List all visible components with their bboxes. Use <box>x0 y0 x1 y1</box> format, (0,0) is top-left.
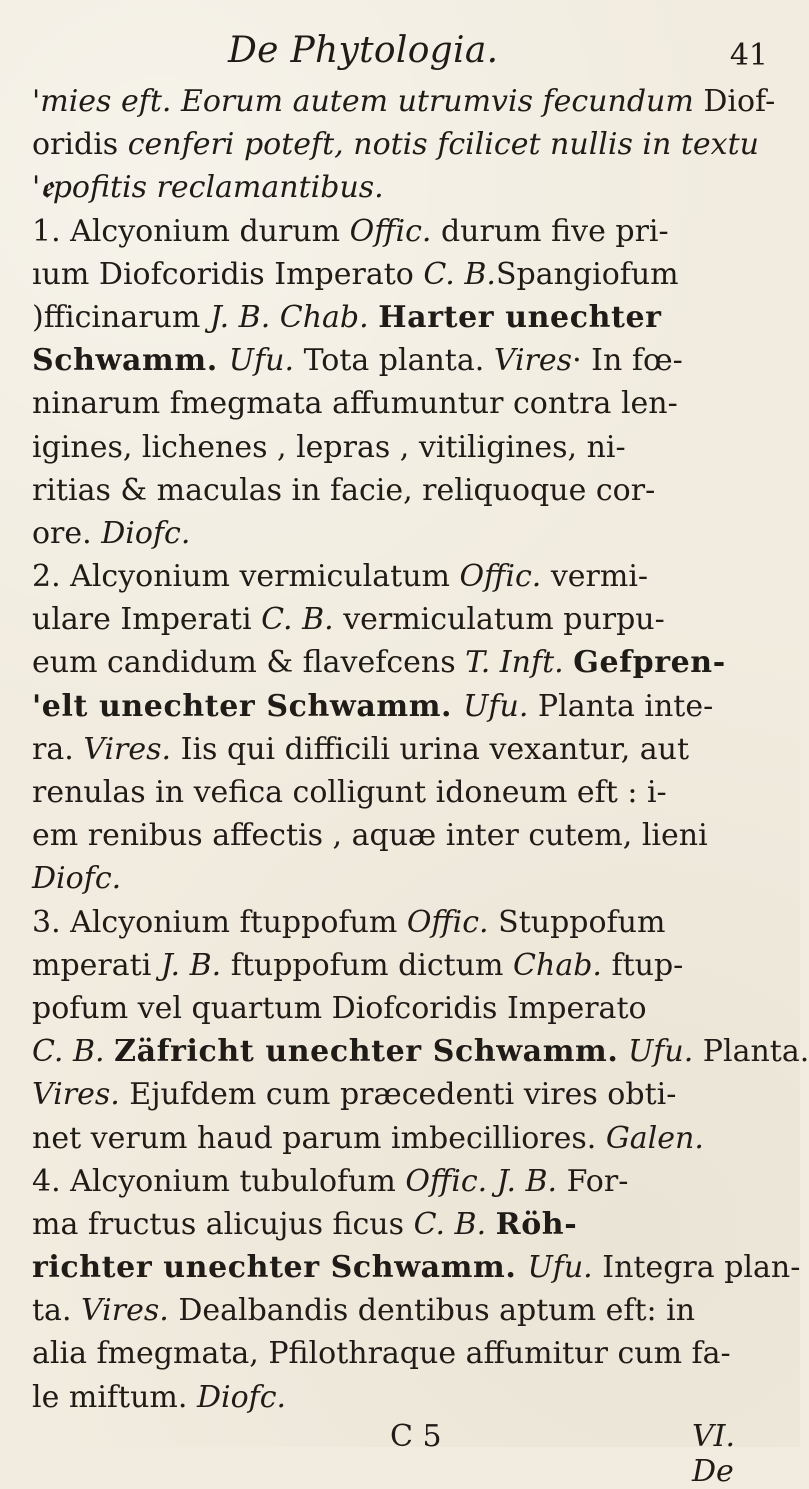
text-line <box>32 210 786 253</box>
text-line <box>32 814 786 857</box>
roman-text <box>105 1034 115 1069</box>
roman-text: For- <box>557 1163 629 1199</box>
italic-text: Ufu. <box>463 688 529 724</box>
italic-text: Offic. J. B. <box>405 1163 558 1199</box>
roman-text: alia fmegmata, Pfilothraque affumitur cum fa- <box>32 1336 731 1372</box>
italic-text: Vires. <box>83 731 172 767</box>
roman-text: Stuppofum <box>488 904 666 940</box>
roman-text: ritias & maculas in facie, reliquoque cor- <box>32 472 656 508</box>
roman-text: ftup- <box>601 947 684 983</box>
text-line <box>32 1073 786 1116</box>
italic-text: C. B. <box>32 1034 105 1070</box>
german-blackletter-text: Harter unechter <box>378 299 662 335</box>
page-header <box>32 30 786 76</box>
italic-text: Diofc. <box>101 515 191 551</box>
running-title: De Phytologia. <box>228 30 499 71</box>
text-line <box>32 339 786 382</box>
italic-text: Vires. <box>81 1293 169 1329</box>
roman-text: 3. Alcyonium ftuppofum <box>32 904 407 940</box>
text-line <box>32 469 786 512</box>
italic-text: cenferi poteft, notis fcilicet nullis in textu <box>127 127 759 163</box>
roman-text: )fficinarum <box>32 299 210 335</box>
roman-text: mperati <box>32 947 161 983</box>
roman-text: eum candidum & flavefcens <box>32 645 466 681</box>
roman-text <box>369 300 379 335</box>
signature-mark: C 5 <box>390 1418 442 1454</box>
roman-text: Iis qui difficili urina vexantur, aut <box>171 731 690 767</box>
text-line <box>32 685 786 728</box>
roman-text: Dealbandis dentibus aptum eft: in <box>168 1293 696 1329</box>
roman-text: ıum Diofcoridis Imperato <box>32 256 424 292</box>
italic-text: T. Inft. <box>465 645 564 681</box>
text-line <box>32 512 786 555</box>
roman-text: Integra plan- <box>592 1250 801 1286</box>
roman-text: ore. <box>32 515 102 551</box>
text-line <box>32 641 786 684</box>
text-line <box>32 1203 786 1246</box>
text-line <box>32 382 786 425</box>
roman-text: Planta inte- <box>528 688 714 724</box>
roman-text: · In fœ- <box>572 343 683 379</box>
roman-text: oridis <box>32 127 128 163</box>
italic-text: C. B. <box>261 602 334 638</box>
catchword: VI. De <box>692 1418 736 1489</box>
text-line <box>32 555 786 598</box>
roman-text: net verum haud parum imbecilliores. <box>32 1120 606 1156</box>
text-line <box>32 944 786 987</box>
roman-text: Ejufdem cum præcedenti vires obti- <box>119 1077 677 1113</box>
italic-text: 'ꬲpofitis reclamantibus. <box>32 170 384 206</box>
italic-text: Ufu. <box>228 343 295 379</box>
roman-text: ma fructus alicujus ficus <box>32 1206 414 1242</box>
text-line <box>32 1160 786 1203</box>
text-line <box>32 296 786 339</box>
text-line <box>32 1332 786 1375</box>
roman-text: Planta. <box>693 1034 809 1070</box>
german-blackletter-text: Gefpren- <box>573 645 726 681</box>
page-footer <box>32 1418 786 1489</box>
text-line <box>32 80 786 123</box>
text-line <box>32 987 786 1030</box>
italic-text: Diofc. <box>196 1379 287 1415</box>
italic-text: C. B. <box>413 1206 487 1242</box>
italic-text: J. B. <box>160 947 222 983</box>
roman-text: durum five pri- <box>431 213 669 249</box>
roman-text: le miftum. <box>32 1379 197 1415</box>
italic-text: Ufu. <box>527 1250 593 1286</box>
roman-text: pofum vel quartum Diofcoridis Imperato <box>32 990 647 1026</box>
text-line <box>32 1030 809 1073</box>
text-line <box>32 1117 786 1160</box>
italic-text: 'mies eft. Eorum autem utrumvis fecundum <box>32 84 704 119</box>
roman-text <box>486 1207 496 1242</box>
text-line <box>32 728 786 771</box>
text-line <box>32 123 786 166</box>
italic-text: Chab. <box>513 947 602 983</box>
italic-text: Offic. <box>459 559 542 595</box>
italic-text: Ufu. <box>628 1034 694 1070</box>
roman-text: renulas in vefica colligunt idoneum eft : i- <box>32 775 667 810</box>
italic-text: Vires. <box>32 1077 120 1113</box>
roman-text: em renibus affectis , aquæ inter cutem, lieni <box>32 818 708 854</box>
italic-text: Offic. <box>349 213 432 249</box>
german-blackletter-text: Schwamm. <box>32 343 229 379</box>
roman-text: ta. <box>32 1293 82 1329</box>
text-line <box>32 166 786 209</box>
text-line <box>32 253 786 296</box>
roman-text: 2. Alcyonium vermiculatum <box>32 559 460 595</box>
page-number: 41 <box>729 38 768 73</box>
roman-text: vermiculatum purpu- <box>333 602 665 638</box>
roman-text: ra. <box>32 731 84 767</box>
roman-text: Diof- <box>703 84 776 119</box>
italic-text: Diofc. <box>32 861 122 897</box>
text-line <box>32 1246 801 1289</box>
german-blackletter-text: Zäfricht unechter Schwamm. <box>114 1034 619 1070</box>
text-line <box>32 426 786 469</box>
italic-text: C. B. <box>423 256 496 292</box>
text-line <box>32 901 786 944</box>
text-line <box>32 1376 786 1419</box>
text-line <box>32 598 786 641</box>
italic-text: Galen. <box>605 1120 704 1156</box>
body-text <box>32 80 809 1419</box>
text-line <box>32 1289 786 1332</box>
roman-text: 4. Alcyonium tubulofum <box>32 1163 406 1199</box>
roman-text <box>564 645 574 680</box>
german-blackletter-text: 'elt unechter Schwamm. <box>32 688 464 724</box>
german-blackletter-text: richter unechter Schwamm. <box>32 1250 528 1286</box>
roman-text: ftuppofum dictum <box>221 947 514 983</box>
german-blackletter-text: Röh- <box>495 1206 578 1242</box>
italic-text: Vires <box>493 343 573 379</box>
text-line <box>32 771 786 814</box>
roman-text: 1. Alcyonium durum <box>32 213 350 249</box>
italic-text: Offic. <box>406 904 489 940</box>
text-line <box>32 857 786 900</box>
roman-text: igines, lichenes , lepras , vitiligines, ni- <box>32 429 626 465</box>
roman-text: vermi- <box>541 559 649 595</box>
roman-text <box>618 1034 628 1069</box>
roman-text: Spangiofum <box>495 256 679 292</box>
roman-text: ulare Imperati <box>32 602 262 638</box>
roman-text: Tota planta. <box>294 343 494 379</box>
italic-text: J. B. Chab. <box>209 299 369 335</box>
roman-text: ninarum fmegmata affumuntur contra len- <box>32 386 678 422</box>
